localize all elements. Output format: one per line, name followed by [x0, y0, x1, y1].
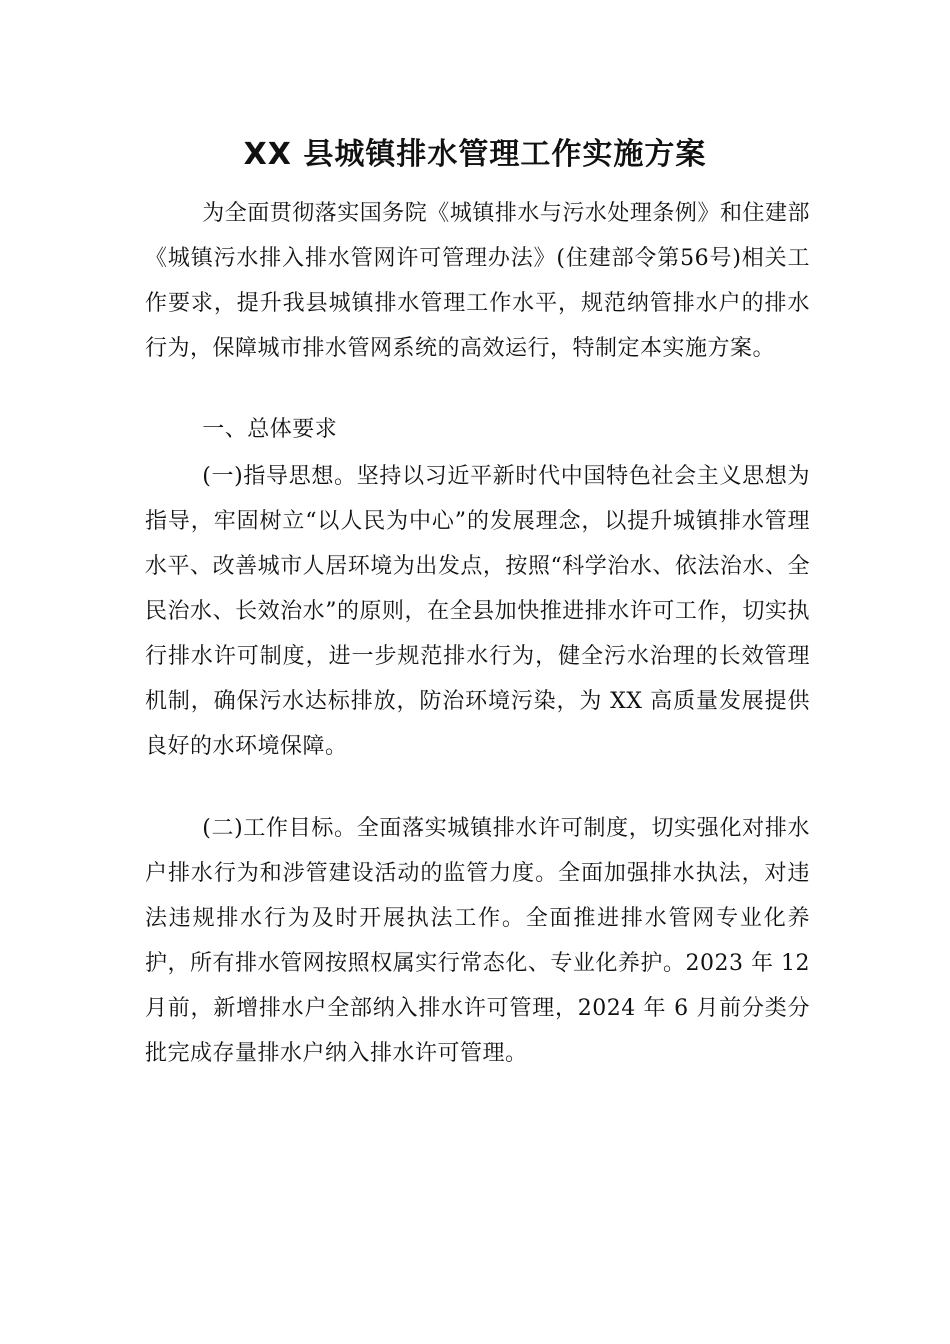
section-heading: 一、总体要求 [202, 417, 338, 442]
intro-paragraph: 为全面贯彻落实国务院《城镇排水与污水处理条例》和住建部《城镇污水排入排水管网许可管理办法》(住建部令第56号)相关工作要求，提升我县城镇排水管理工作水平，规范纳管排水户的排水行为，保障城市排水管网系统的高效运行，特制定本实施方案。 [145, 201, 810, 361]
work-goals-paragraph: (二)工作目标。全面落实城镇排水许可制度，切实强化对排水户排水行为和涉管建设活动的监管力度。全面加强排水执法，对违法违规排水行为及时开展执法工作。全面推进排水管网专业化养护，所有排水管网按照权属实行常态化、专业化养护。2023 年 12 月前，新增排水户全部纳入排水许可管理，2024 年 6 月前分类分批完成存量排水户纳入排水许可管理。 [145, 816, 810, 1066]
guiding-ideology-paragraph: (一)指导思想。坚持以习近平新时代中国特色社会主义思想为指导，牢固树立“以人民为中心”的发展理念，以提升城镇排水管理水平、改善城市人居环境为出发点，按照“科学治水、依法治水、全民治水、长效治水”的原则，在全县加快推进排水许可工作，切实执行排水许可制度，进一步规范排水行为，健全污水治理的长效管理机制，确保污水达标排放，防治环境污染，为 XX 高质量发展提供良好的水环境保障。 [145, 464, 810, 759]
document-title: XX 县城镇排水管理工作实施方案 [243, 137, 707, 172]
